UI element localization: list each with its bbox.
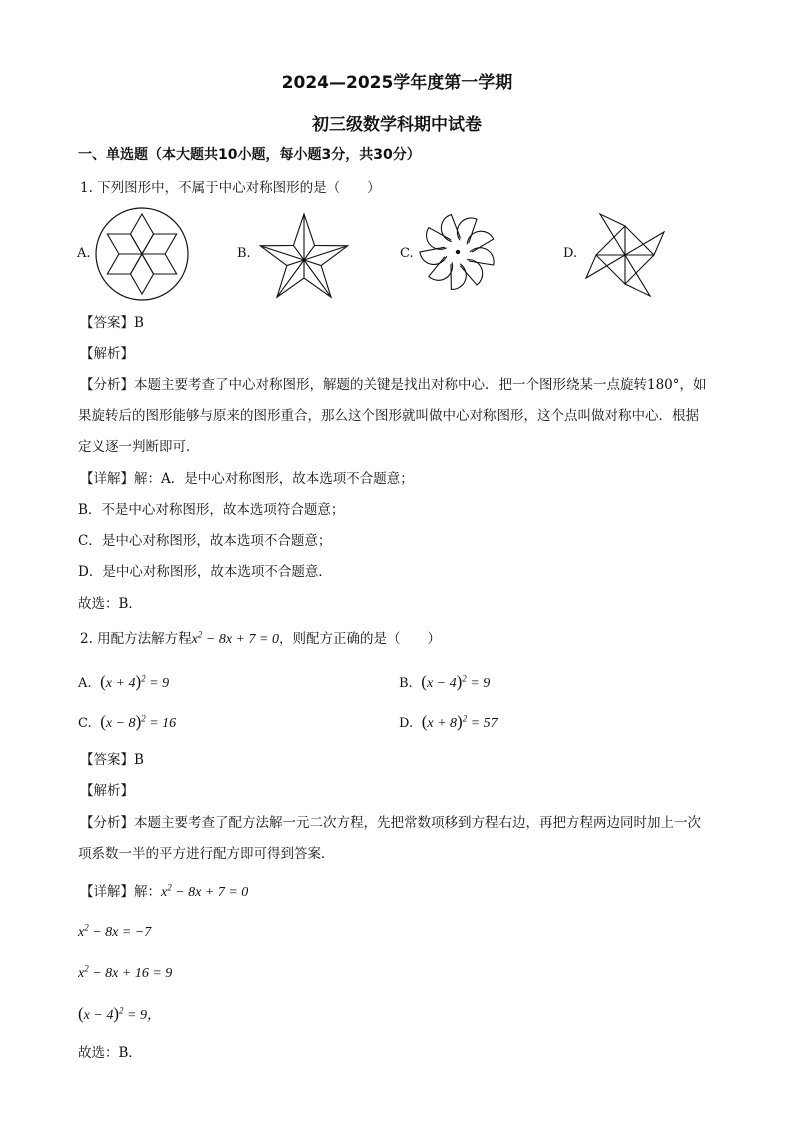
q1-answer: 【答案】B [80,315,144,331]
q1-detail-line-2: B．不是中心对称图形，故本选项符合题意； [78,502,345,518]
q1-option-d-label: D. [563,246,578,261]
exam-title-subject: 初三级数学科期中试卷 [312,115,482,135]
q1-analysis-line-3: 定义逐一判断即可． [78,439,200,455]
q2-stem [80,629,441,650]
q1-detail-line-1: 【详解】解：A．是中心对称图形，故本选项不合题意； [80,471,414,487]
q1-figure-d [580,208,670,302]
q2-analysis-line-1: 【分析】本题主要考查了配方法解一元二次方程，先把常数项移到方程右边，再把方程两边同时加上一次 [80,815,701,831]
q2-detail-step-4: $(x - 4)^2 = 9$， [78,1004,161,1023]
q2-detail-step-2: $x^2 - 8x = -7$ [78,922,152,940]
q2-stem-post: ，则配方正确的是（ ） [278,631,441,647]
q1-stem: 1. 下列图形中，不属于中心对称图形的是（ ） [80,180,381,196]
q1-choose: 故选：B． [78,596,142,612]
q2-stem-pre: 2. 用配方法解方程 [80,631,192,647]
q2-option-a: A. $(x + 4)^2 = 9$ [78,672,170,691]
q2-option-b: B. $(x - 4)^2 = 9$ [399,672,491,691]
q1-figure-a [94,206,190,302]
q1-detail-line-4: D．是中心对称图形，故本选项不合题意． [78,564,332,580]
q2-detail-step-1: 【详解】解：$x^2 - 8x + 7 = 0$ [80,882,249,900]
q1-figure-b [255,210,353,302]
q1-analysis-line-1: 【分析】本题主要考查了中心对称图形，解题的关键是找出对称中心．把一个图形绕某一点旋转180°，如 [80,377,707,393]
q2-answer: 【答案】B [80,752,144,768]
exam-title-term: 2024—2025学年度第一学期 [281,73,513,93]
q2-equation: $x^2 - 8x + 7 = 0$ [191,629,279,647]
q1-option-a-label: A. [77,246,91,261]
q2-option-c: C. $(x - 8)^2 = 16$ [78,712,177,731]
section-heading: 一、单选题（本大题共10小题，每小题3分，共30分） [78,147,421,163]
q1-figure-c [416,210,500,294]
q2-detail-step-3: $x^2 - 8x + 16 = 9$ [78,963,173,981]
q2-analysis-tag: 【解析】 [80,783,134,799]
q1-option-b-label: B. [237,246,251,261]
q2-option-d: D. $(x + 8)^2 = 57$ [399,712,498,731]
q1-detail-line-3: C．是中心对称图形，故本选项不合题意； [78,533,332,549]
q2-analysis-line-2: 项系数一半的平方进行配方即可得到答案． [78,846,335,862]
q1-analysis-line-2: 果旋转后的图形能够与原来的图形重合，那么这个图形就叫做中心对称图形，这个点叫做对称中心．根据 [78,408,699,424]
q1-option-c-label: C. [400,246,414,261]
q1-analysis-tag: 【解析】 [80,346,134,362]
q2-choose: 故选：B． [78,1045,142,1061]
